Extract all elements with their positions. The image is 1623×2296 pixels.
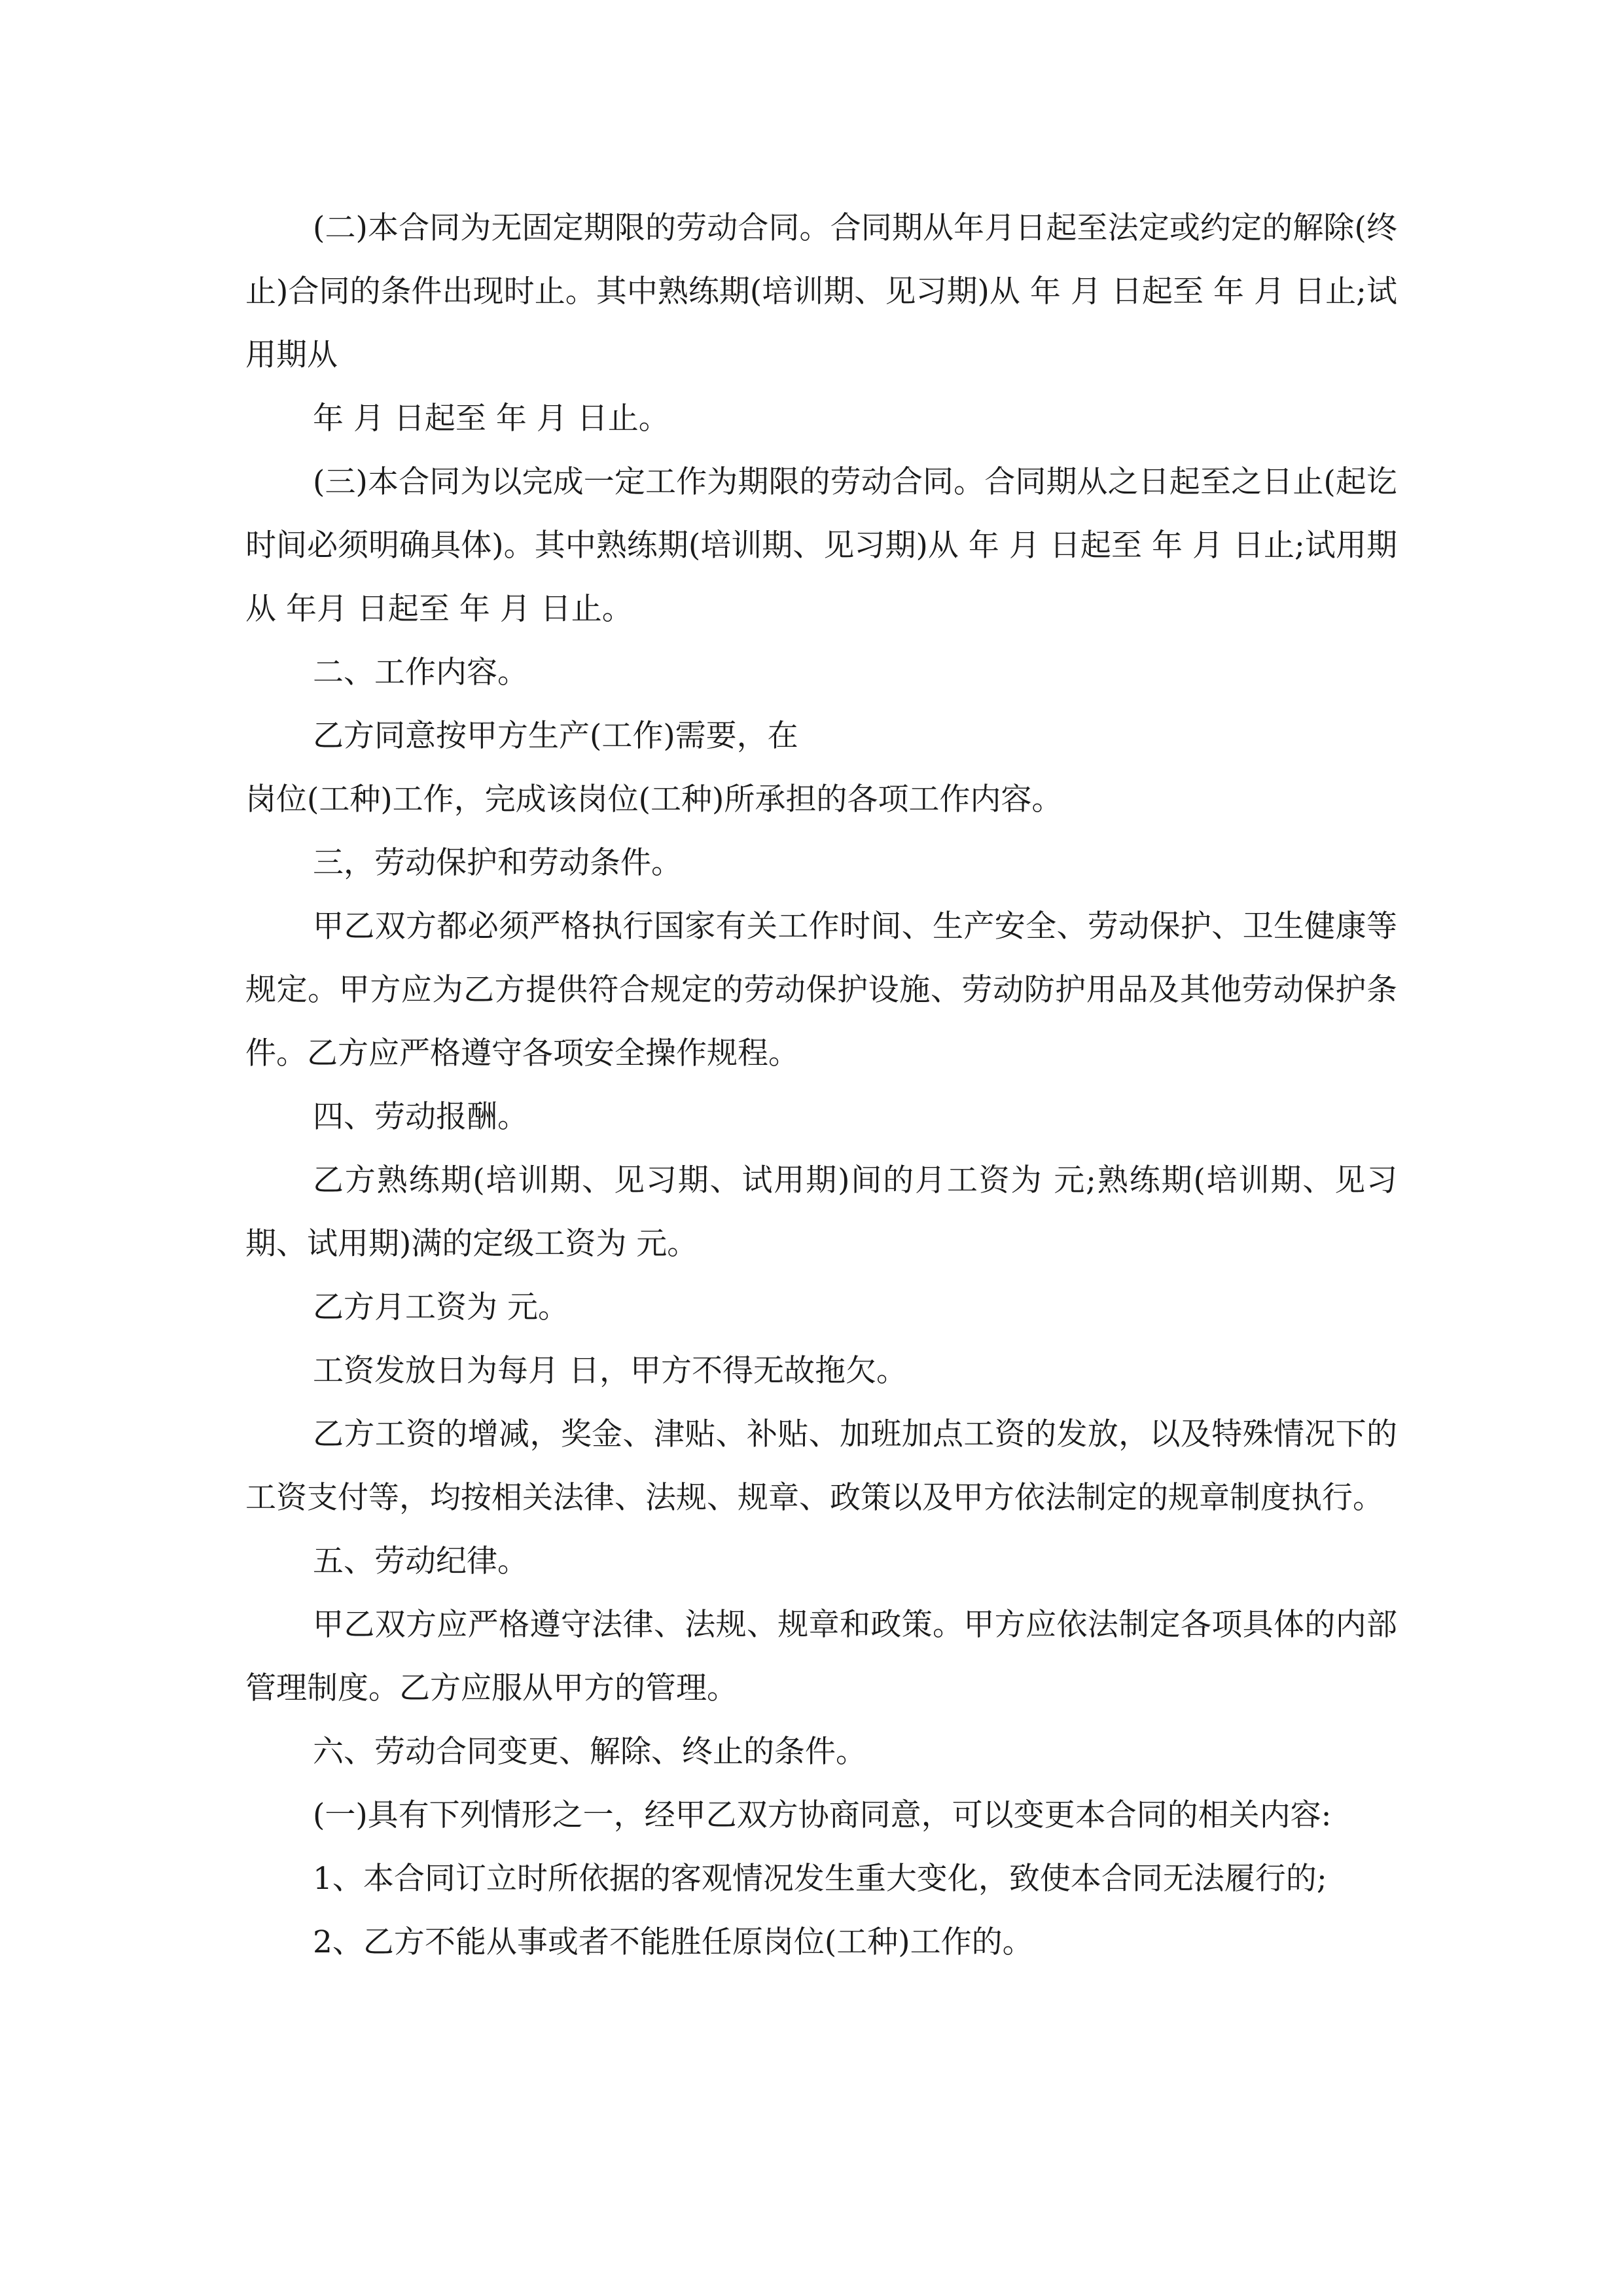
paragraph-probation-wage: 乙方熟练期(培训期、见习期、试用期)间的月工资为 元;熟练期(培训期、见习期、试用期)满的定级工资为 元。 [245,1162,1397,1262]
heading-labor-protection: 三，劳动保护和劳动条件。 [313,845,682,881]
document-body [245,196,1397,1974]
heading-remuneration: 四、劳动报酬。 [313,1099,528,1135]
paragraph-wage-adjustments: 乙方工资的增减，奖金、津贴、补贴、加班加点工资的发放，以及特殊情况下的工资支付等，均按相关法律、法规、规章、政策以及甲方依法制定的规章制度执行。 [245,1416,1397,1516]
paragraph-change-conditions: (一)具有下列情形之一，经甲乙双方协商同意，可以变更本合同的相关内容: [313,1797,1332,1833]
paragraph-pay-day: 工资发放日为每月 日，甲方不得无故拖欠。 [313,1353,907,1389]
paragraph-work-assignment: 乙方同意按甲方生产(工作)需要，在 [313,718,798,754]
paragraph-monthly-wage: 乙方月工资为 元。 [313,1289,569,1325]
paragraph-work-position: 岗位(工种)工作，完成该岗位(工种)所承担的各项工作内容。 [245,781,1063,817]
paragraph-contract-term-task: (三)本合同为以完成一定工作为期限的劳动合同。合同期从之日起至之日止(起讫时间必须明确具体)。其中熟练期(培训期、见习期)从 年 月 日起至 年 月 日止;试用期从 年月 日起至 年 月 日止。 [245,464,1397,627]
paragraph-contract-term-indefinite: (二)本合同为无固定期限的劳动合同。合同期从年月日起至法定或约定的解除(终止)合同的条件出现时止。其中熟练期(培训期、见习期)从 年 月 日起至 年 月 日止;试用期从 [245,210,1397,373]
heading-contract-change: 六、劳动合同变更、解除、终止的条件。 [313,1734,866,1770]
list-item-condition-1: 1、本合同订立时所依据的客观情况发生重大变化，致使本合同无法履行的; [313,1861,1327,1897]
list-item-condition-2: 2、乙方不能从事或者不能胜任原岗位(工种)工作的。 [313,1924,1033,1960]
heading-labor-discipline: 五、劳动纪律。 [313,1543,528,1579]
paragraph-labor-protection: 甲乙双方都必须严格执行国家有关工作时间、生产安全、劳动保护、卫生健康等规定。甲方应为乙方提供符合规定的劳动保护设施、劳动防护用品及其他劳动保护条件。乙方应严格遵守各项安全操作规程。 [245,908,1397,1071]
paragraph-labor-discipline: 甲乙双方应严格遵守法律、法规、规章和政策。甲方应依法制定各项具体的内部管理制度。乙方应服从甲方的管理。 [245,1607,1397,1706]
heading-work-content: 二、工作内容。 [313,655,528,691]
paragraph-probation-dates: 年 月 日起至 年 月 日止。 [313,401,669,437]
